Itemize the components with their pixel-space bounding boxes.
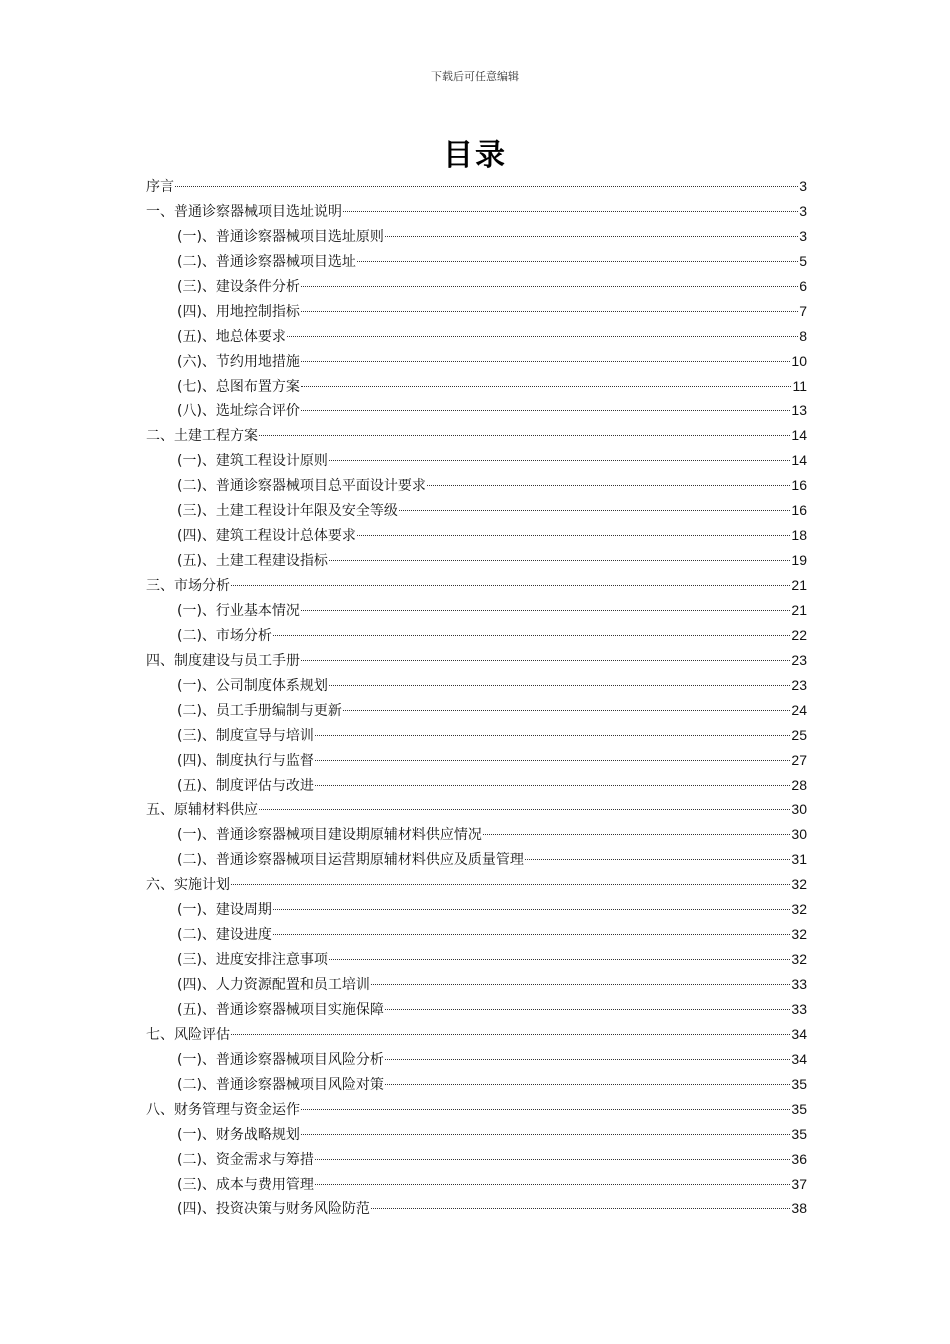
toc-title: 目录	[443, 138, 507, 173]
toc-entry-title: (四)、制度执行与监督	[177, 752, 314, 769]
toc-entry-page-number: 32	[791, 876, 807, 893]
toc-entry[interactable]	[146, 822, 807, 847]
toc-entry-title: 二、土建工程方案	[146, 428, 258, 445]
toc-entry-title: 一、普通诊察器械项目选址说明	[146, 203, 342, 220]
toc-entry-title: (二)、普通诊察器械项目选址	[177, 253, 356, 270]
toc-entry-title: (八)、选址综合评价	[177, 403, 300, 420]
toc-entry-page-number: 23	[791, 676, 807, 693]
toc-dot-leader	[329, 959, 790, 960]
toc-entry[interactable]	[146, 723, 807, 748]
toc-dot-leader	[329, 560, 790, 561]
toc-entry[interactable]	[146, 324, 807, 349]
toc-dot-leader	[301, 386, 792, 387]
toc-entry-page-number: 35	[791, 1125, 807, 1142]
toc-dot-leader	[301, 311, 798, 312]
toc-dot-leader	[315, 760, 790, 761]
toc-entry[interactable]	[146, 1097, 807, 1122]
toc-entry[interactable]	[146, 1172, 807, 1197]
toc-entry-page-number: 32	[791, 951, 807, 968]
toc-entry[interactable]	[146, 922, 807, 947]
toc-dot-leader	[301, 1134, 790, 1135]
toc-dot-leader	[399, 510, 790, 511]
toc-entry-page-number: 30	[791, 801, 807, 818]
toc-dot-leader	[385, 236, 798, 237]
toc-entry-page-number: 33	[791, 976, 807, 992]
toc-entry-page-number: 34	[791, 1050, 807, 1067]
toc-dot-leader	[329, 685, 790, 686]
toc-dot-leader	[315, 785, 790, 786]
toc-dot-leader	[287, 336, 798, 337]
toc-entry-page-number: 14	[791, 427, 807, 444]
toc-dot-leader	[315, 1159, 790, 1160]
toc-dot-leader	[231, 585, 790, 586]
toc-entry[interactable]	[146, 797, 807, 822]
toc-entry[interactable]	[146, 498, 807, 523]
toc-entry-page-number: 34	[791, 1025, 807, 1042]
toc-entry[interactable]	[146, 947, 807, 972]
toc-entry[interactable]	[146, 997, 807, 1022]
toc-entry-page-number: 21	[791, 601, 807, 618]
toc-dot-leader	[385, 1059, 790, 1060]
toc-entry-title: (二)、市场分析	[177, 627, 272, 644]
toc-dot-leader	[301, 1109, 790, 1110]
toc-entry[interactable]	[146, 623, 807, 648]
toc-entry-page-number: 6	[799, 277, 807, 294]
toc-dot-leader	[273, 635, 790, 636]
toc-entry-page-number: 24	[791, 701, 807, 718]
toc-entry[interactable]	[146, 349, 807, 374]
toc-dot-leader	[385, 1084, 790, 1085]
toc-entry-title: (二)、普通诊察器械项目风险对策	[177, 1076, 384, 1093]
toc-entry[interactable]	[146, 1072, 807, 1097]
toc-dot-leader	[525, 859, 790, 860]
toc-entry[interactable]	[146, 773, 807, 798]
toc-entry-title: 五、原辅材料供应	[146, 802, 258, 819]
toc-entry-title: (三)、成本与费用管理	[177, 1176, 314, 1193]
toc-entry-page-number: 33	[791, 1000, 807, 1017]
toc-entry-page-number: 25	[791, 726, 807, 743]
toc-entry[interactable]	[146, 972, 807, 997]
toc-dot-leader	[357, 261, 798, 262]
toc-entry-page-number: 13	[791, 402, 807, 419]
toc-entry-title: (一)、建筑工程设计原则	[177, 453, 328, 470]
toc-entry[interactable]	[146, 872, 807, 897]
toc-entry[interactable]	[146, 1147, 807, 1172]
toc-entry-page-number: 3	[799, 202, 807, 219]
toc-entry-title: (七)、总图布置方案	[177, 378, 300, 395]
toc-entry-page-number: 8	[799, 327, 807, 344]
toc-dot-leader	[301, 610, 790, 611]
toc-entry-page-number: 36	[791, 1150, 807, 1167]
toc-entry-page-number: 5	[799, 252, 807, 269]
toc-entry[interactable]	[146, 523, 807, 548]
toc-entry[interactable]	[146, 598, 807, 623]
toc-entry-title: (二)、普通诊察器械项目运营期原辅材料供应及质量管理	[177, 852, 524, 869]
toc-entry-title: (一)、普通诊察器械项目风险分析	[177, 1051, 384, 1068]
toc-entry[interactable]	[146, 473, 807, 498]
toc-entry-page-number: 23	[791, 651, 807, 668]
toc-entry-page-number: 11	[792, 377, 807, 394]
toc-entry[interactable]	[146, 249, 807, 274]
toc-entry[interactable]	[146, 548, 807, 573]
toc-dot-leader	[343, 710, 790, 711]
toc-entry-page-number: 3	[799, 178, 807, 194]
toc-entry-title: (四)、建筑工程设计总体要求	[177, 528, 356, 545]
toc-dot-leader	[231, 884, 790, 885]
toc-entry-title: (一)、行业基本情况	[177, 602, 300, 619]
toc-dot-leader	[259, 809, 790, 810]
toc-entry[interactable]	[146, 847, 807, 872]
toc-entry-title: (四)、用地控制指标	[177, 303, 300, 320]
toc-entry-page-number: 7	[799, 302, 807, 319]
toc-entry-title: (五)、普通诊察器械项目实施保障	[177, 1001, 384, 1018]
toc-dot-leader	[371, 1208, 790, 1209]
toc-entry[interactable]	[146, 174, 807, 199]
toc-entry-title: (三)、进度安排注意事项	[177, 952, 328, 969]
toc-entry-title: (六)、节约用地措施	[177, 353, 300, 370]
toc-entry[interactable]	[146, 1047, 807, 1072]
header-note: 下载后可任意编辑	[431, 70, 519, 83]
toc-entry-title: (二)、员工手册编制与更新	[177, 702, 342, 719]
toc-dot-leader	[273, 909, 790, 910]
toc-entry[interactable]	[146, 398, 807, 423]
toc-entry-title: (一)、普通诊察器械项目选址原则	[177, 228, 384, 245]
toc-entry[interactable]	[146, 299, 807, 324]
toc-entry-page-number: 14	[791, 452, 807, 469]
toc-entry-page-number: 22	[791, 626, 807, 643]
toc-entry[interactable]	[146, 1022, 807, 1047]
toc-entry-page-number: 37	[791, 1175, 807, 1192]
toc-entry-page-number: 18	[791, 527, 807, 544]
toc-entry-page-number: 31	[791, 851, 807, 868]
toc-dot-leader	[231, 1034, 790, 1035]
toc-entry[interactable]	[146, 673, 807, 698]
toc-dot-leader	[315, 1184, 790, 1185]
toc-dot-leader	[301, 361, 790, 362]
toc-entry[interactable]	[146, 648, 807, 673]
toc-dot-leader	[301, 286, 798, 287]
toc-dot-leader	[427, 485, 790, 486]
toc-dot-leader	[301, 410, 790, 411]
toc-dot-leader	[259, 435, 790, 436]
toc-dot-leader	[329, 460, 790, 461]
toc-dot-leader	[371, 984, 790, 985]
toc-entry[interactable]	[146, 224, 807, 249]
toc-entry[interactable]	[146, 698, 807, 723]
toc-entry-title: (四)、投资决策与财务风险防范	[177, 1201, 370, 1218]
toc-entry-page-number: 28	[791, 776, 807, 793]
toc-entry-title: (四)、人力资源配置和员工培训	[177, 977, 370, 993]
toc-entry[interactable]	[146, 274, 807, 299]
toc-entry[interactable]	[146, 199, 807, 224]
toc-entry-title: (三)、土建工程设计年限及安全等级	[177, 503, 398, 520]
toc-dot-leader	[343, 211, 798, 212]
toc-entry[interactable]	[146, 374, 807, 399]
toc-dot-leader	[301, 660, 790, 661]
toc-entry[interactable]	[146, 1122, 807, 1147]
toc-entry-page-number: 19	[791, 552, 807, 569]
toc-entry-title: (二)、建设进度	[177, 927, 272, 944]
toc-entry[interactable]	[146, 1196, 807, 1221]
toc-entry-title: 三、市场分析	[146, 578, 230, 594]
toc-entry[interactable]	[146, 573, 807, 598]
toc-list	[146, 174, 807, 1221]
toc-entry-title: (二)、普通诊察器械项目总平面设计要求	[177, 478, 426, 495]
toc-entry-title: (一)、普通诊察器械项目建设期原辅材料供应情况	[177, 827, 482, 844]
toc-entry-page-number: 10	[791, 352, 807, 369]
toc-dot-leader	[175, 186, 798, 187]
toc-entry-page-number: 35	[791, 1075, 807, 1092]
toc-entry-title: 四、制度建设与员工手册	[146, 652, 300, 669]
toc-entry[interactable]	[146, 448, 807, 473]
toc-entry-title: (五)、土建工程建设指标	[177, 553, 328, 570]
toc-entry-page-number: 3	[799, 227, 807, 244]
toc-entry-page-number: 32	[791, 901, 807, 918]
toc-entry-title: (三)、建设条件分析	[177, 278, 300, 295]
toc-entry-title: (二)、资金需求与筹措	[177, 1151, 314, 1168]
toc-dot-leader	[357, 535, 790, 536]
toc-entry[interactable]	[146, 748, 807, 773]
toc-entry-title: 七、风险评估	[146, 1026, 230, 1043]
toc-entry-title: (五)、地总体要求	[177, 328, 286, 345]
toc-entry-page-number: 38	[791, 1200, 807, 1217]
toc-entry-page-number: 32	[791, 926, 807, 943]
toc-entry-title: (一)、财务战略规划	[177, 1126, 300, 1143]
toc-entry-page-number: 27	[791, 751, 807, 768]
toc-entry-title: 六、实施计划	[146, 877, 230, 894]
toc-dot-leader	[315, 735, 790, 736]
toc-entry-title: 八、财务管理与资金运作	[146, 1101, 300, 1118]
toc-dot-leader	[273, 934, 790, 935]
toc-entry-page-number: 35	[791, 1100, 807, 1117]
toc-entry-page-number: 30	[791, 826, 807, 843]
toc-entry-title: (一)、建设周期	[177, 902, 272, 919]
toc-entry-title: 序言	[146, 179, 174, 195]
toc-entry[interactable]	[146, 423, 807, 448]
toc-entry-title: (一)、公司制度体系规划	[177, 677, 328, 694]
toc-entry-page-number: 16	[791, 502, 807, 519]
toc-entry-title: (五)、制度评估与改进	[177, 777, 314, 794]
toc-dot-leader	[385, 1009, 790, 1010]
toc-entry-title: (三)、制度宣导与培训	[177, 727, 314, 744]
toc-dot-leader	[483, 834, 790, 835]
toc-entry-page-number: 21	[791, 577, 807, 593]
toc-entry-page-number: 16	[791, 477, 807, 494]
toc-entry[interactable]	[146, 897, 807, 922]
